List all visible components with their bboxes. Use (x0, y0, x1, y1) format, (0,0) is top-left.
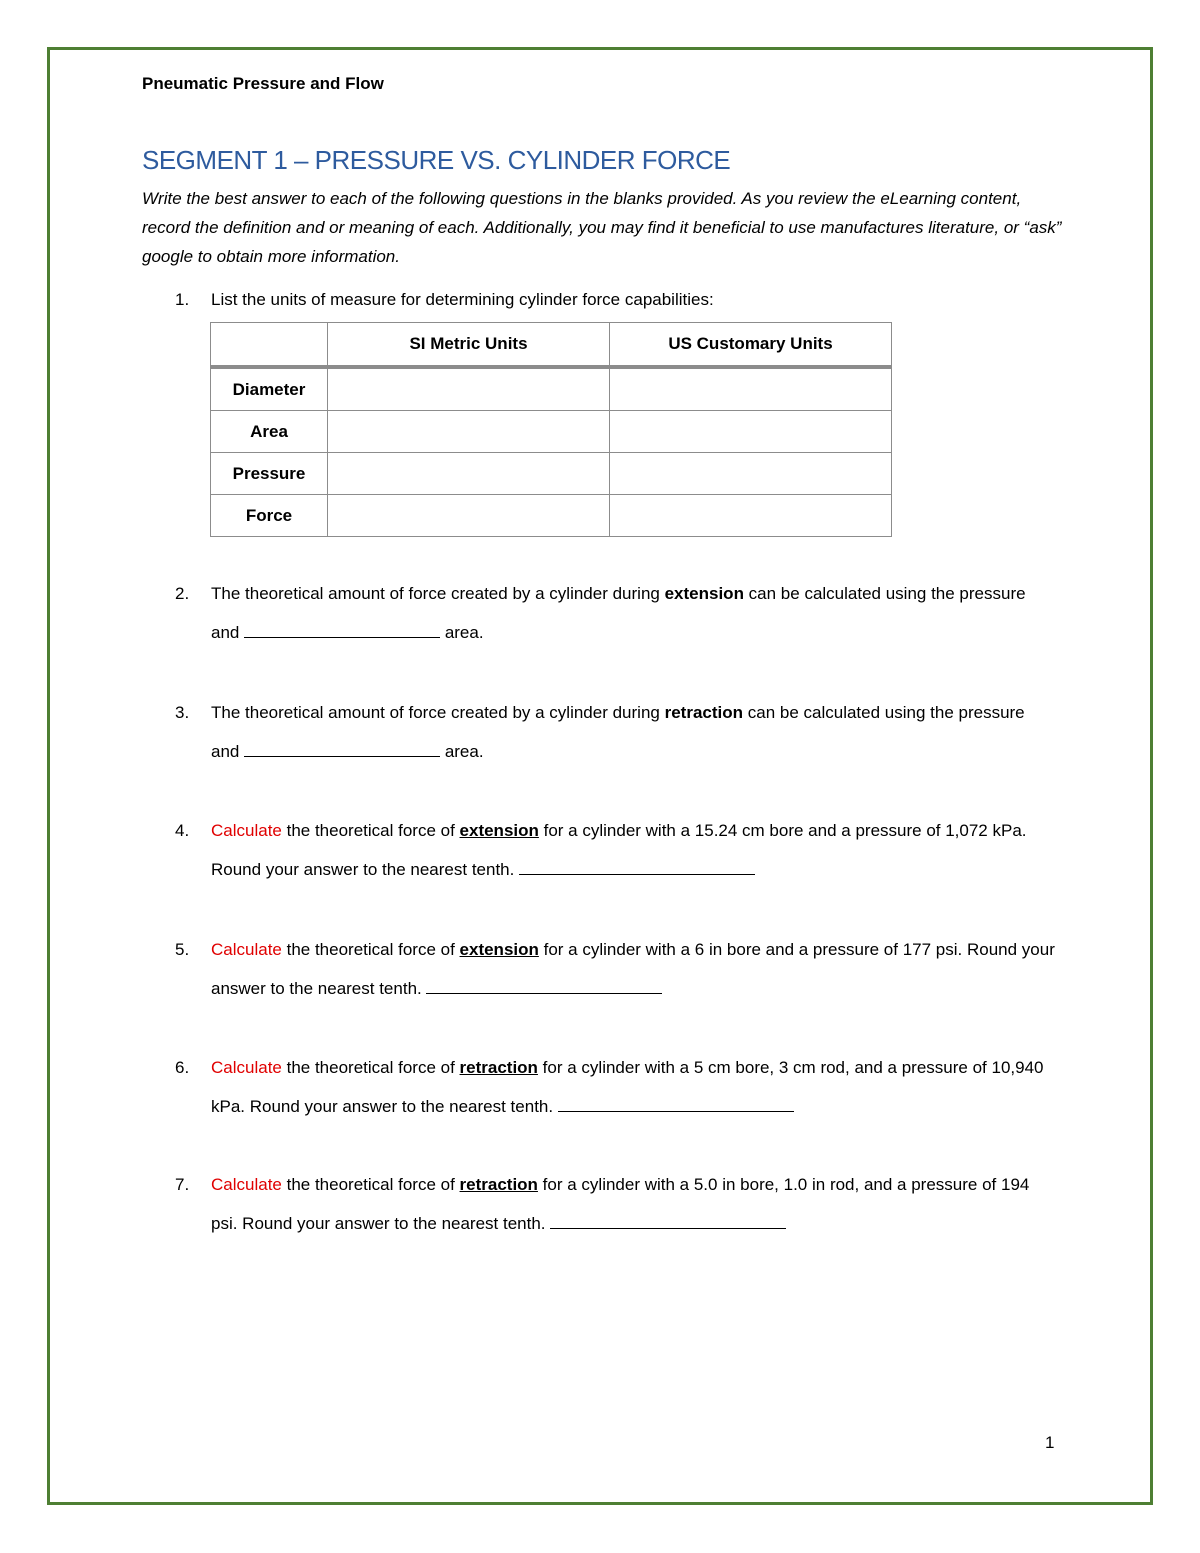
answer-cell[interactable] (328, 453, 610, 495)
answer-blank[interactable] (244, 615, 440, 638)
answer-blank[interactable] (558, 1089, 794, 1112)
row-label: Pressure (211, 453, 328, 495)
table-row (211, 411, 892, 453)
table-header-cell: US Customary Units (610, 323, 892, 368)
question-text: List the units of measure for determining cylinder force capabilities: (211, 290, 714, 309)
question-number: 2. (175, 584, 190, 603)
answer-cell[interactable] (610, 495, 892, 537)
segment-title: SEGMENT 1 – PRESSURE VS. CYLINDER FORCE (142, 145, 731, 175)
answer-cell[interactable] (610, 453, 892, 495)
row-label: Force (211, 495, 328, 537)
question-text: Calculate the theoretical force of extension for a cylinder with a 6 in bore and a pressure of 177 psi. Round your answer to the nearest tenth. (211, 940, 1055, 998)
table-row (211, 453, 892, 495)
question-2 (175, 574, 1055, 652)
question-number: 6. (175, 1058, 190, 1077)
question-number: 3. (175, 703, 190, 722)
table-header-cell (211, 323, 328, 368)
question-4 (175, 811, 1055, 889)
question-number: 5. (175, 940, 190, 959)
question-5 (175, 930, 1055, 1008)
question-number: 1. (175, 290, 190, 309)
answer-cell[interactable] (610, 367, 892, 411)
table-row (211, 495, 892, 537)
instructions: Write the best answer to each of the following questions in the blanks provided. As you review the eLearning content, record the definition and or meaning of each. Additionally, you may find it beneficial to use manufactures literature, or “ask” google to obtain more information. (142, 189, 1062, 266)
table-header-row (211, 323, 892, 368)
answer-blank[interactable] (426, 971, 662, 994)
question-6 (175, 1048, 1055, 1126)
question-number: 7. (175, 1175, 190, 1194)
question-text: The theoretical amount of force created by a cylinder during extension can be calculated using the pressure and area. (211, 584, 1026, 642)
units-table (210, 322, 892, 537)
answer-cell[interactable] (328, 411, 610, 453)
table-header-cell: SI Metric Units (328, 323, 610, 368)
row-label: Area (211, 411, 328, 453)
document-header: Pneumatic Pressure and Flow (142, 74, 384, 93)
answer-blank[interactable] (244, 734, 440, 757)
question-text: Calculate the theoretical force of extension for a cylinder with a 15.24 cm bore and a pressure of 1,072 kPa. Round your answer to the nearest tenth. (211, 821, 1027, 879)
answer-blank[interactable] (519, 852, 755, 875)
row-label: Diameter (211, 367, 328, 411)
answer-cell[interactable] (328, 367, 610, 411)
answer-blank[interactable] (550, 1206, 786, 1229)
question-3 (175, 693, 1055, 771)
question-text: The theoretical amount of force created by a cylinder during retraction can be calculated using the pressure and area. (211, 703, 1025, 761)
page-number: 1 (1045, 1433, 1055, 1452)
answer-cell[interactable] (328, 495, 610, 537)
question-text: Calculate the theoretical force of retraction for a cylinder with a 5 cm bore, 3 cm rod, and a pressure of 10,940 kPa. Round your answer to the nearest tenth. (211, 1058, 1044, 1116)
question-text: Calculate the theoretical force of retraction for a cylinder with a 5.0 in bore, 1.0 in rod, and a pressure of 194 psi. Round your answer to the nearest tenth. (211, 1175, 1030, 1233)
answer-cell[interactable] (610, 411, 892, 453)
question-number: 4. (175, 821, 190, 840)
table-row (211, 367, 892, 411)
question-7 (175, 1165, 1055, 1243)
question-1 (175, 280, 1055, 319)
